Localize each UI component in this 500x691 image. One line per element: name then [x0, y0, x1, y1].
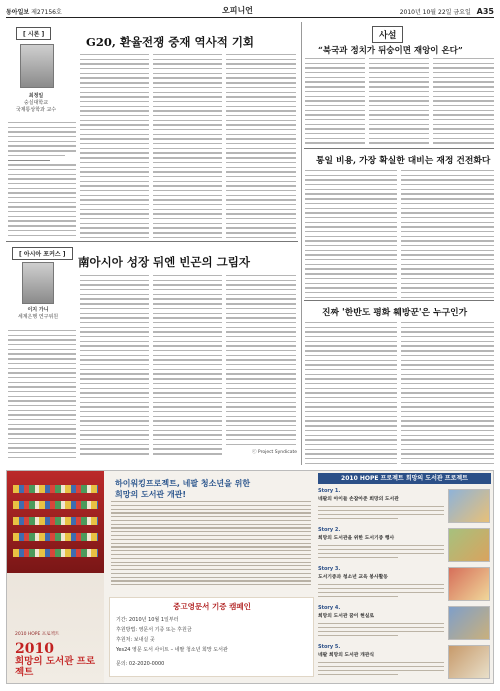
story-label: Story 5. — [318, 644, 341, 650]
campaign-method: 후원방법: 영문서 기증 또는 후원금 — [116, 627, 192, 633]
campaign-period: 기간: 2010년 10월 1일부터 — [116, 617, 179, 623]
bookshelf-row — [13, 549, 98, 557]
column2-body-3 — [153, 275, 222, 458]
campaign-contact: 문의: 02-2020-0000 — [116, 661, 165, 667]
story-photo — [448, 567, 490, 601]
bookshelf-row — [13, 517, 98, 525]
promo-banner — [6, 470, 494, 684]
bookshelf-row — [13, 501, 98, 509]
column-body-2 — [80, 54, 149, 238]
campaign-address: 후원처: 보내실 곳 — [116, 637, 155, 643]
author-affiliation: 숭실대학교 — [23, 99, 49, 106]
promo-title-text: 희망의 도서관 프로젝트 — [15, 656, 96, 679]
promo-headline-1: 하이워킹프로젝트, 네팔 청소년을 위한 — [115, 479, 251, 488]
promo-headline — [115, 479, 315, 501]
story-label: Story 2. — [318, 527, 341, 533]
editorial-headline-3: 진짜 '한반도 평화 훼방꾼'은 누구인가 — [322, 308, 468, 318]
promo-kicker: 2010 HOPE 프로젝트 — [15, 632, 60, 637]
column-headline: G20, 환율전쟁 중재 역사적 기회 — [86, 35, 255, 49]
editorial-tag: 사설 — [372, 26, 403, 43]
author-position-2: 세계은행 연구위원 — [17, 313, 59, 320]
author-byline — [8, 93, 64, 113]
editorial-1-body-a — [305, 58, 365, 146]
stories-header: 2010 HOPE 프로젝트 희망의 도서관 프로젝트 — [318, 473, 491, 484]
bookshelf-row — [13, 533, 98, 541]
masthead-left — [6, 7, 62, 16]
column-body-3 — [153, 54, 222, 238]
editorial-1-body-b — [369, 58, 429, 146]
page-number: A35 — [476, 7, 494, 16]
editorial-divider-1 — [304, 148, 494, 149]
story-item — [318, 605, 491, 642]
story-photo — [448, 528, 490, 562]
editorial-3-body-a — [305, 322, 397, 464]
editorial-divider-2 — [304, 300, 494, 301]
story-label: Story 3. — [318, 566, 341, 572]
author-byline-2 — [8, 307, 68, 321]
editorial-3-body-b — [401, 322, 494, 464]
story-photo — [448, 606, 490, 640]
story-title: 희망의 도서관을 위한 도서기증 행사 — [318, 536, 395, 541]
author-name: 최정일 — [28, 93, 44, 99]
masthead-right — [400, 7, 494, 16]
campaign-site: Yes24 영문 도서 사이트 – 네팔 청소년 희망 도서관 — [116, 647, 228, 653]
column-headline-2: 南아시아 성장 뒤엔 빈곤의 그림자 — [78, 255, 250, 269]
issue-date: 2010년 10월 22일 — [399, 9, 452, 16]
section-divider-left — [6, 241, 298, 242]
page-header — [6, 4, 494, 18]
campaign-title: 중고영문서 기증 캠페인 — [173, 602, 251, 611]
story-item — [318, 566, 491, 603]
promo-title — [15, 641, 99, 679]
story-item — [318, 527, 491, 564]
story-title: 네팔 희망의 도서관 개관식 — [318, 653, 374, 658]
paper-name: 동아일보 — [6, 9, 30, 16]
story-photo — [448, 645, 490, 679]
story-item — [318, 644, 491, 681]
column-tag-sironn: [ 시론 ] — [16, 27, 51, 40]
editorial-2-body-a — [305, 170, 397, 298]
column2-body-2 — [80, 275, 149, 458]
author-name-2: 이지 가니 — [27, 307, 49, 313]
author-position: 국제통상학과 교수 — [15, 106, 57, 113]
donation-campaign-box — [109, 597, 314, 677]
promo-bookshelf-image — [7, 471, 104, 683]
issue-number: 제27156호 — [31, 9, 62, 16]
column2-body-1 — [8, 330, 76, 458]
column-body-4 — [226, 54, 296, 238]
story-title: 도서기증과 청소년 교육 봉사활동 — [318, 575, 388, 580]
promo-body-text — [111, 501, 311, 588]
issue-weekday: 금요일 — [453, 9, 471, 16]
editorial-headline-2: 통일 비용, 가장 확실한 대비는 재정 건전화다 — [316, 156, 491, 166]
story-label: Story 4. — [318, 605, 341, 611]
story-label: Story 1. — [318, 488, 341, 494]
syndicate-credit: ⓒ Project Syndicate — [252, 450, 297, 455]
story-item — [318, 488, 491, 525]
story-photo — [448, 489, 490, 523]
story-title: 희망의 도서관 꿈이 현실로 — [318, 614, 374, 619]
promo-headline-2: 희망의 도서관 개관! — [115, 489, 187, 499]
column-divider — [301, 22, 302, 465]
editorial-2-body-b — [401, 170, 494, 298]
section-title: 오피니언 — [222, 5, 253, 15]
story-title: 네팔의 아이들 손잡아준 희망의 도서관 — [318, 497, 399, 502]
column-body-1 — [8, 122, 76, 238]
column2-body-4 — [226, 275, 296, 447]
bookshelf-row — [13, 485, 98, 493]
author-photo — [20, 44, 54, 88]
promo-year: 2010 — [15, 641, 54, 657]
column-tag-asia-focus: [ 아시아 포커스 ] — [12, 247, 73, 260]
editorial-headline-1: “북국과 정치가 뒤숭이면 재앙이 온다” — [318, 46, 463, 56]
editorial-1-body-c — [433, 58, 494, 146]
author-photo-2 — [22, 262, 54, 304]
